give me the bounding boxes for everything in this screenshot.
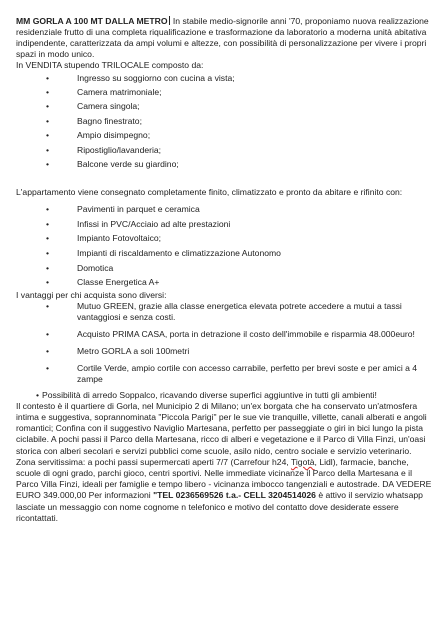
advantages-list [16, 301, 433, 401]
intro-text: In stabile medio-signorile anni '70, proponiamo nuova realizzazione residenziale frutto di una completa riqualificazione e trasformazione da laboratorio a moderna unità abitativa indipendente, caratterizzata da ampi volumi e altezze, con possibilità di personalizzazione per vivere i propri spazi in modo unico. [16, 16, 429, 59]
finish-item: • Domotica [16, 261, 433, 276]
advantages-title: I vantaggi per chi acquista sono diversi: [16, 289, 167, 300]
room-item: • Ampio disimpegno; [16, 128, 433, 142]
bullet-icon: • [46, 130, 50, 141]
finish-item: • Pavimenti in parquet e ceramica [16, 202, 433, 217]
bullet-icon: • [46, 72, 50, 83]
advantage-item: • Metro GORLA a soli 100metri [46, 345, 190, 356]
bullet-icon: • [46, 204, 50, 215]
bullet-icon: • [46, 144, 50, 155]
text-cursor [169, 16, 170, 25]
room-item: • Bagno finestrato; [16, 114, 433, 128]
bullet-icon: • [46, 362, 50, 373]
intro-paragraph [16, 16, 433, 60]
advantage-item: • Acquisto PRIMA CASA, porta in detrazione il costo dell'immobile e risparmia 48.000euro! [46, 328, 415, 339]
bullet-icon: • [46, 277, 50, 288]
bullet-icon: • [46, 233, 50, 244]
bullet-icon: • [46, 218, 50, 229]
finish-item: • Impianto Fotovoltaico; [16, 231, 433, 246]
phone-contact: "TEL 0236569526 t.a.- CELL 3204514026 [153, 490, 316, 501]
bullet-icon: • [46, 262, 50, 273]
bullet-icon: • [46, 115, 50, 126]
bullet-icon: • [46, 328, 50, 339]
room-item: • Ripostiglio/lavanderia; [16, 143, 433, 157]
room-item: • Ingresso su soggiorno con cucina a vista; [16, 71, 433, 85]
finish-item: • Infissi in PVC/Acciaio ad alte prestazioni [16, 217, 433, 232]
bullet-icon: • [46, 158, 50, 169]
finishes-list [16, 202, 433, 290]
room-item: • Balcone verde su giardino; [16, 157, 433, 171]
context-paragraph: Il contesto è il quartiere di Gorla, nel Municipio 2 di Milano; un'ex borgata che ha conservato un'atmosfera intima e suggestiva, soprannominata "Piccola Parigi" per le sue vie tranquille, villette, canali alberati e angoli romantici; Confina con il suggestivo Naviglio Martesana, perfetto per passeggiate o giri in bici lungo la pista ciclabile. A pochi passi il Parco della Martesana, ricco di alberi e vegetazione e il Parco di Villa Finzi, un'oasi storica con alberi secolari e servizi pubblici come scuole, asilo nido, centro sociale e servizio veterinario. Zona servitissima: a pochi passi supermercati aperti 7/7 (Carrefour h24, Tigotà, Lidl), farmacie, banche, scuole di ogni grado, parchi gioco, centri sportivi. Nelle immediate vicinanze il Parco della Martesana e il Parco Villa Finzi, ideali per famiglie e tempo libero - vicinanza imbocco tangenziali e autostrade. DA VEDERE EURO 349.000,00 Per informazioni "TEL 0236569526 t.a.- CELL 3204514026 è attivo il servizio whatsapp lasciate un messaggio con nome cognome n telefonico e motivo del contatto dove desiderate essere ricontattati. [16, 400, 432, 523]
bullet-icon: • [36, 389, 40, 400]
bullet-icon: • [46, 248, 50, 259]
sale-line: In VENDITA stupendo TRILOCALE composto da: [16, 59, 204, 70]
bullet-icon: • [46, 300, 50, 311]
room-item: • Camera matrimoniale; [16, 85, 433, 99]
advantage-item: • Cortile Verde, ampio cortile con accesso carrabile, perfetto per brevi soste e per amici a 4 zampe [46, 362, 418, 384]
headline: MM GORLA A 100 MT DALLA METRO [16, 16, 168, 26]
advantage-item: • Mutuo GREEN, grazie alla classe energetica elevata potrete accedere a mutui a tassi vantaggiosi e senza costi. [46, 300, 402, 322]
rooms-list [16, 71, 433, 172]
room-item: • Camera singola; [16, 99, 433, 113]
bullet-icon: • [46, 101, 50, 112]
bullet-icon: • [46, 86, 50, 97]
bullet-icon: • [46, 345, 50, 356]
finish-item: • Classe Energetica A+ [16, 275, 433, 290]
advantage-item: • Possibilità di arredo Soppalco, ricavando diverse superfici aggiuntive in tutti gli ambienti! [36, 389, 377, 400]
spellcheck-word: Tigotà [290, 456, 315, 467]
delivery-text: L'appartamento viene consegnato completamente finito, climatizzato e pronto da abitare e rifinito con: [16, 187, 403, 198]
finish-item: • Impianti di riscaldamento e climatizzazione Autonomo [16, 246, 433, 261]
